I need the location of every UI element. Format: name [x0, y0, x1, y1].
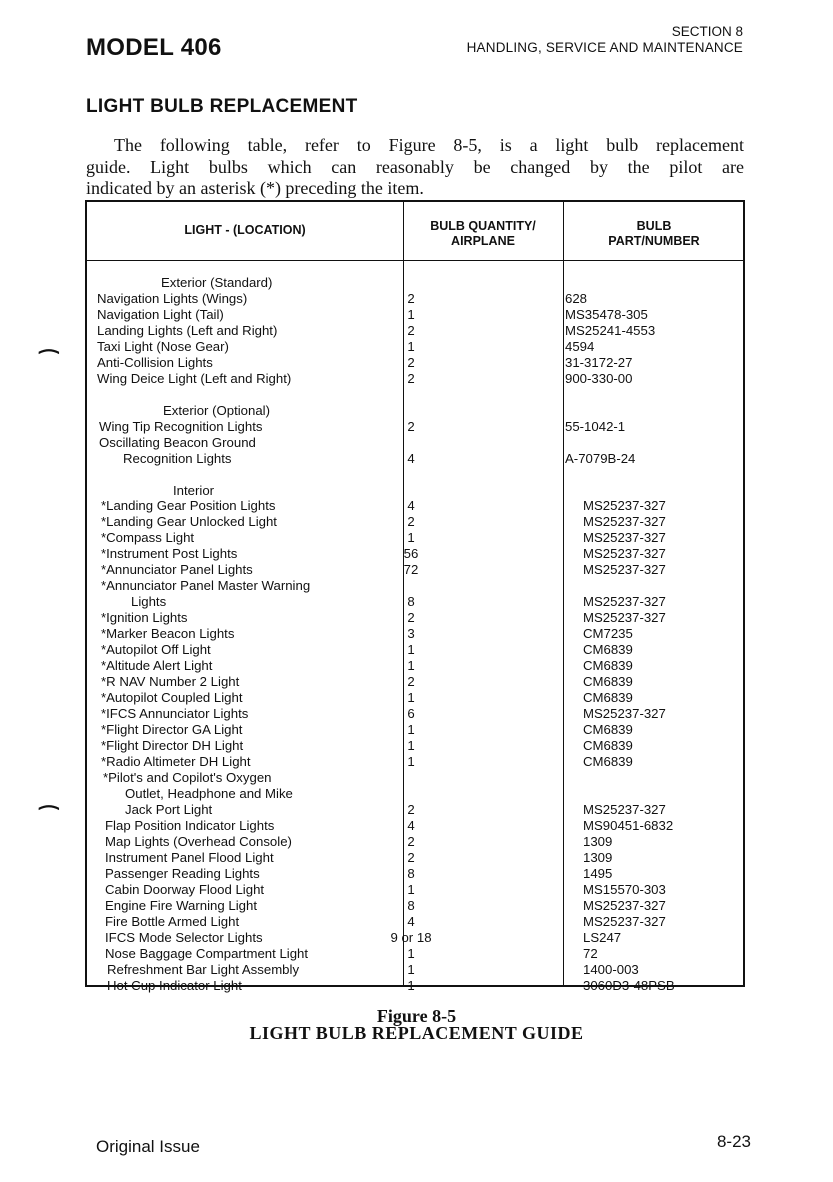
table-cell-part-number: 3060D3-48PSB: [583, 978, 675, 993]
table-cell-quantity: 2: [407, 514, 415, 529]
page-number: 8-23: [716, 1132, 751, 1151]
table-cell-light: Navigation Lights (Wings): [97, 291, 248, 306]
table-cell-part-number: MS25237-327: [583, 514, 666, 529]
table-cell-light: Map Lights (Overhead Console): [105, 834, 292, 849]
table-cell-quantity: 1: [407, 658, 415, 673]
table-cell-part-number: CM6839: [583, 674, 633, 689]
figure-title: LIGHT BULB REPLACEMENT GUIDE: [249, 1023, 584, 1043]
table-cell-light: Outlet, Headphone and Mike: [125, 786, 293, 801]
table-cell-light: Nose Baggage Compartment Light: [105, 946, 309, 961]
table-cell-light: Landing Lights (Left and Right): [97, 323, 278, 338]
table-cell-quantity: 8: [407, 866, 415, 881]
section-title: HANDLING, SERVICE AND MAINTENANCE: [466, 40, 743, 55]
table-cell-quantity: 2: [407, 610, 415, 625]
table-cell-light: Taxi Light (Nose Gear): [97, 339, 229, 354]
revision-mark: ⁀: [40, 350, 58, 375]
table-cell-part-number: MS25237-327: [583, 706, 666, 721]
table-cell-light: *Compass Light: [101, 530, 195, 545]
table-cell-part-number: 4594: [565, 339, 595, 354]
table-cell-part-number: 1495: [583, 866, 613, 881]
table-cell-light: *Flight Director GA Light: [101, 722, 243, 737]
table-cell-light: *Autopilot Coupled Light: [101, 690, 243, 705]
model-title: MODEL 406: [86, 34, 222, 61]
table-cell-quantity: 1: [407, 642, 415, 657]
table-cell-quantity: 9 or 18: [390, 930, 432, 945]
intro-line: The following table, refer to Figure 8-5, is a light bulb replacement: [114, 135, 744, 155]
table-cell-part-number: MS25237-327: [583, 610, 666, 625]
table-cell-light: Recognition Lights: [123, 451, 232, 466]
table-cell-part-number: MS35478-305: [565, 307, 648, 322]
table-cell-quantity: 1: [407, 722, 415, 737]
table-cell-part-number: 1400-003: [583, 962, 639, 977]
table-cell-quantity: 1: [407, 882, 415, 897]
table-cell-part-number: MS25237-327: [583, 498, 666, 513]
table-cell-part-number: MS25237-327: [583, 562, 666, 577]
table-cell-part-number: 72: [583, 946, 598, 961]
table-cell-part-number: CM6839: [583, 690, 633, 705]
table-cell-quantity: 72: [403, 562, 419, 577]
table-cell-light: Wing Tip Recognition Lights: [99, 419, 263, 434]
table-cell-part-number: MS25237-327: [583, 802, 666, 817]
table-cell-quantity: 1: [407, 530, 415, 545]
col-header-part-line: PART/NUMBER: [608, 234, 700, 248]
figure-number: Figure 8-5: [376, 1006, 457, 1026]
table-cell-light: *Ignition Lights: [101, 610, 188, 625]
page-heading: LIGHT BULB REPLACEMENT: [86, 96, 358, 117]
table-cell-light: Engine Fire Warning Light: [105, 898, 257, 913]
table-cell-light: *R NAV Number 2 Light: [101, 674, 240, 689]
table-cell-part-number: MS25237-327: [583, 546, 666, 561]
table-cell-quantity: 3: [407, 626, 415, 641]
table-cell-part-number: 628: [565, 291, 588, 306]
table-cell-quantity: 4: [407, 498, 415, 513]
table-cell-light: IFCS Mode Selector Lights: [105, 930, 263, 945]
table-cell-part-number: CM6839: [583, 738, 633, 753]
table-cell-part-number: A-7079B-24: [565, 451, 636, 466]
table-cell-light: *IFCS Annunciator Lights: [101, 706, 249, 721]
table-cell-quantity: 4: [407, 451, 415, 466]
table-cell-light: Lights: [131, 594, 167, 609]
table-cell-part-number: 1309: [583, 834, 613, 849]
table-cell-quantity: 1: [407, 738, 415, 753]
col-header-light: LIGHT - (LOCATION): [184, 223, 306, 237]
table-cell-part-number: CM7235: [583, 626, 633, 641]
table-cell-quantity: 2: [407, 355, 415, 370]
table-cell-part-number: MS25237-327: [583, 898, 666, 913]
table-cell-light: *Instrument Post Lights: [101, 546, 238, 561]
column-divider: [563, 202, 564, 985]
table-cell-part-number: MS25237-327: [583, 914, 666, 929]
table-cell-quantity: 1: [407, 754, 415, 769]
intro-paragraph: [86, 135, 744, 200]
table-cell-light: Oscillating Beacon Ground: [99, 435, 256, 450]
table-cell-quantity: 8: [407, 898, 415, 913]
col-header-quantity: [403, 219, 563, 249]
table-cell-light: Flap Position Indicator Lights: [105, 818, 275, 833]
section-number: SECTION 8: [671, 24, 743, 39]
table-cell-part-number: MS90451-6832: [583, 818, 674, 833]
table-cell-light: Refreshment Bar Light Assembly: [107, 962, 300, 977]
table-cell-quantity: 1: [407, 690, 415, 705]
table-cell-light: Instrument Panel Flood Light: [105, 850, 274, 865]
table-cell-quantity: 1: [407, 962, 415, 977]
revision-mark: ⁀: [40, 806, 58, 831]
table-cell-light: Wing Deice Light (Left and Right): [97, 371, 292, 386]
table-cell-part-number: 900-330-00: [565, 371, 633, 386]
table-cell-light: Interior: [173, 483, 215, 498]
table-cell-quantity: 56: [403, 546, 419, 561]
table-cell-quantity: 2: [407, 371, 415, 386]
table-cell-light: *Marker Beacon Lights: [101, 626, 235, 641]
table-cell-light: Exterior (Optional): [163, 403, 271, 418]
table-cell-part-number: MS25241-4553: [565, 323, 656, 338]
table-cell-light: *Radio Altimeter DH Light: [101, 754, 251, 769]
col-header-quantity-line: AIRPLANE: [451, 234, 515, 248]
table-cell-quantity: 2: [407, 323, 415, 338]
table-cell-light: Navigation Light (Tail): [97, 307, 224, 322]
table-cell-part-number: MS15570-303: [583, 882, 666, 897]
table-cell-quantity: 2: [407, 419, 415, 434]
table-cell-part-number: CM6839: [583, 658, 633, 673]
table-cell-quantity: 2: [407, 674, 415, 689]
table-cell-quantity: 2: [407, 291, 415, 306]
table-cell-light: Cabin Doorway Flood Light: [105, 882, 265, 897]
table-cell-light: Hot Cup Indicator Light: [107, 978, 242, 993]
table-cell-part-number: MS25237-327: [583, 594, 666, 609]
col-header-part: [563, 219, 745, 249]
table-cell-light: *Landing Gear Position Lights: [101, 498, 276, 513]
table-cell-quantity: 1: [407, 978, 415, 993]
table-cell-quantity: 2: [407, 802, 415, 817]
table-cell-light: *Flight Director DH Light: [101, 738, 244, 753]
table-cell-part-number: CM6839: [583, 722, 633, 737]
table-cell-quantity: 1: [407, 339, 415, 354]
table-cell-quantity: 2: [407, 850, 415, 865]
table-cell-part-number: 1309: [583, 850, 613, 865]
table-cell-quantity: 4: [407, 818, 415, 833]
table-cell-light: Fire Bottle Armed Light: [105, 914, 240, 929]
col-header-part-line: BULB: [636, 219, 672, 233]
table-cell-quantity: 1: [407, 946, 415, 961]
table-cell-light: *Annunciator Panel Lights: [101, 562, 253, 577]
table-cell-part-number: MS25237-327: [583, 530, 666, 545]
table-cell-light: *Landing Gear Unlocked Light: [101, 514, 277, 529]
table-cell-light: *Annunciator Panel Master Warning: [101, 578, 311, 593]
intro-line: guide. Light bulbs which can reasonably be changed by the pilot are: [86, 156, 744, 177]
table-cell-part-number: LS247: [583, 930, 622, 945]
table-cell-quantity: 4: [407, 914, 415, 929]
table-cell-quantity: 6: [407, 706, 415, 721]
intro-line: indicated by an asterisk (*) preceding the item.: [86, 178, 424, 198]
table-cell-light: Passenger Reading Lights: [105, 866, 260, 881]
table-cell-light: Jack Port Light: [125, 802, 213, 817]
col-header-quantity-line: BULB QUANTITY/: [430, 219, 536, 233]
table-cell-part-number: 31-3172-27: [565, 355, 633, 370]
table-cell-part-number: 55-1042-1: [565, 419, 626, 434]
header-divider: [87, 260, 743, 261]
footer-issue: Original Issue: [96, 1137, 200, 1156]
table-cell-light: Anti-Collision Lights: [97, 355, 213, 370]
table-cell-light: *Pilot's and Copilot's Oxygen: [103, 770, 272, 785]
table-cell-light: Exterior (Standard): [161, 275, 273, 290]
table-cell-light: *Autopilot Off Light: [101, 642, 211, 657]
table-cell-part-number: CM6839: [583, 754, 633, 769]
table-cell-quantity: 8: [407, 594, 415, 609]
table-cell-quantity: 2: [407, 834, 415, 849]
bulb-table: [85, 200, 745, 993]
table-cell-quantity: 1: [407, 307, 415, 322]
table-cell-part-number: CM6839: [583, 642, 633, 657]
table-cell-light: *Altitude Alert Light: [101, 658, 213, 673]
